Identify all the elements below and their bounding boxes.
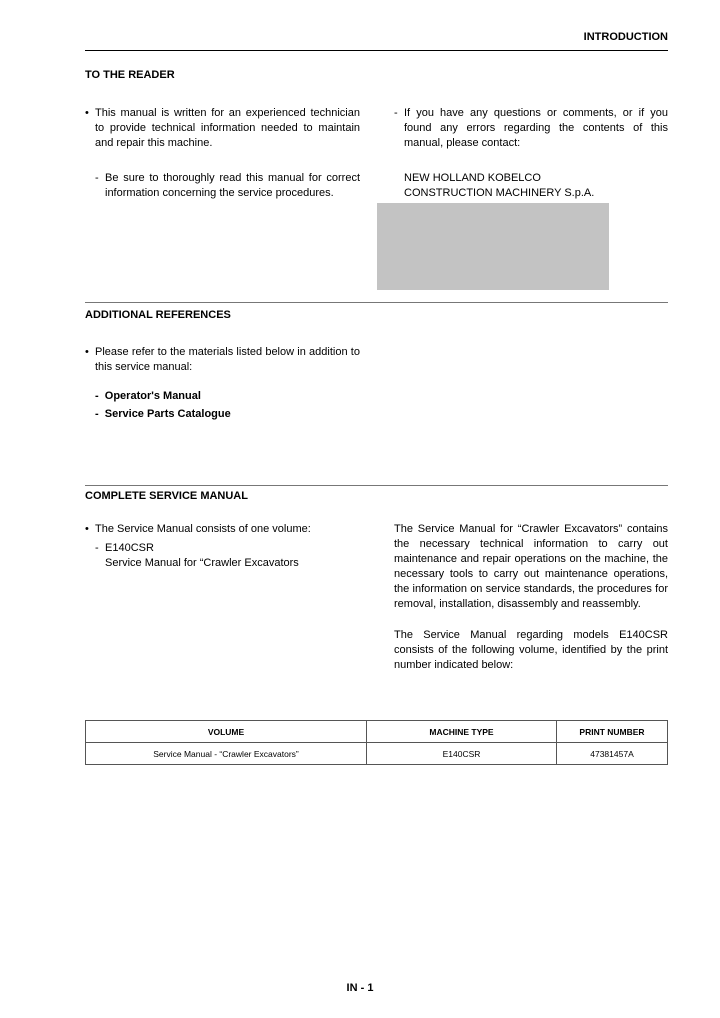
- bullet-mark: •: [85, 346, 89, 358]
- contact-note: [394, 106, 668, 151]
- table-cell-print-number: 47381457A: [557, 743, 668, 765]
- dash-mark: -: [95, 172, 99, 184]
- table-header-row: [86, 721, 668, 743]
- reference-item: - Operator's Manual: [95, 390, 201, 402]
- reader-bullet-text: This manual is written for an experienced technician to provide technical information needed to maintain and repair this machine.: [95, 107, 360, 149]
- section-title-additional-references: ADDITIONAL REFERENCES: [85, 309, 231, 321]
- reader-dash-note: [95, 171, 360, 201]
- page-number: IN - 1: [346, 982, 374, 994]
- section-divider-2: [85, 485, 668, 486]
- company-line-2: CONSTRUCTION MACHINERY S.p.A.: [404, 187, 595, 199]
- volume-table: [85, 720, 668, 765]
- section-title-to-reader: TO THE READER: [85, 69, 175, 81]
- bullet-mark: •: [85, 107, 89, 119]
- complete-paragraph-1: The Service Manual for “Crawler Excavators” contains the necessary technical information to carry out maintenance and repair operations on the machine, the necessary tools to carry out maintenance operations, the information on service standards, the procedures for removal, installation, disassembly and reassembly.: [394, 523, 668, 610]
- contact-note-text: If you have any questions or comments, or if you found any errors regarding the contents of this manual, please contact:: [404, 107, 668, 149]
- table-row: [86, 743, 668, 765]
- reader-dash-note-text: Be sure to thoroughly read this manual for correct information concerning the service procedures.: [105, 172, 360, 199]
- complete-bullet-text: The Service Manual consists of one volume:: [95, 523, 311, 535]
- complete-paragraph-2: The Service Manual regarding models E140CSR consists of the following volume, identified by the print number indicated below:: [394, 629, 668, 671]
- table-header-volume: VOLUME: [86, 721, 367, 743]
- dash-mark: -: [95, 542, 99, 554]
- table-header-print-number: PRINT NUMBER: [557, 721, 668, 743]
- section-divider-1: [85, 302, 668, 303]
- dash-mark: -: [394, 107, 398, 119]
- complete-bullet: [85, 522, 360, 537]
- reference-list: [95, 387, 231, 423]
- additional-bullet: [85, 345, 360, 375]
- company-line-1: NEW HOLLAND KOBELCO: [404, 172, 541, 184]
- model-name: E140CSR: [105, 542, 154, 554]
- table-cell-volume: Service Manual - “Crawler Excavators”: [86, 743, 367, 765]
- reader-bullet: [85, 106, 360, 151]
- bullet-mark: •: [85, 523, 89, 535]
- header-rule: [85, 50, 668, 51]
- header-title: INTRODUCTION: [583, 31, 668, 43]
- complete-model: [95, 541, 360, 571]
- table-header-machine-type: MACHINE TYPE: [367, 721, 557, 743]
- model-description: Service Manual for “Crawler Excavators: [105, 557, 299, 569]
- reference-item: - Service Parts Catalogue: [95, 408, 231, 420]
- additional-bullet-text: Please refer to the materials listed below in addition to this service manual:: [95, 346, 360, 373]
- table-cell-machine-type: E140CSR: [367, 743, 557, 765]
- section-title-complete-service-manual: COMPLETE SERVICE MANUAL: [85, 490, 248, 502]
- redaction-box: [377, 203, 609, 290]
